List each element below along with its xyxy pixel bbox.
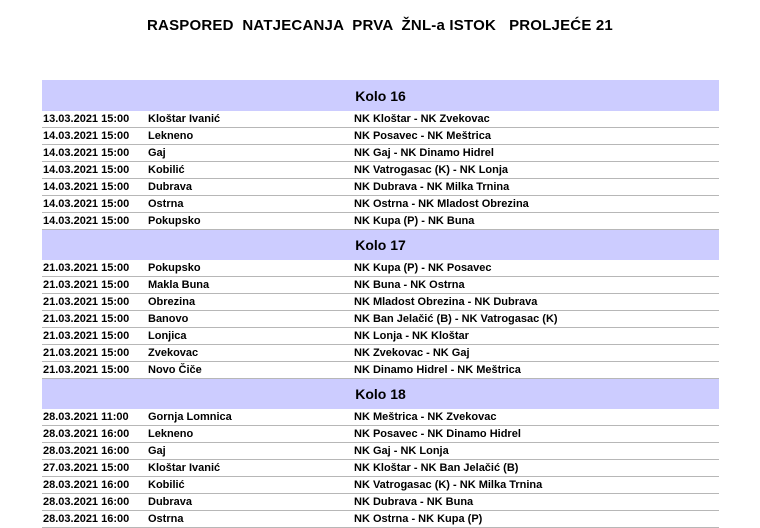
table-row (42, 362, 719, 379)
match-datetime: 14.03.2021 15:00 (43, 130, 130, 142)
match-venue: Lekneno (148, 428, 194, 440)
match-fixture: NK Gaj - NK Lonja (354, 445, 449, 457)
table-row (42, 311, 719, 328)
table-row (42, 443, 719, 460)
match-datetime: 13.03.2021 15:00 (43, 113, 130, 125)
match-datetime: 21.03.2021 15:00 (43, 364, 130, 376)
match-fixture: NK Meštrica - NK Zvekovac (354, 411, 497, 423)
match-venue: Kloštar Ivanić (148, 462, 221, 474)
table-row (42, 128, 719, 145)
match-datetime: 14.03.2021 15:00 (43, 181, 130, 193)
table-row (42, 277, 719, 294)
match-datetime: 21.03.2021 15:00 (43, 313, 130, 325)
table-row (42, 111, 719, 128)
table-row (42, 477, 719, 494)
match-fixture: NK Ban Jelačić (B) - NK Vatrogasac (K) (354, 313, 558, 325)
match-fixture: NK Posavec - NK Meštrica (354, 130, 491, 142)
table-row (42, 179, 719, 196)
match-datetime: 28.03.2021 16:00 (43, 445, 130, 457)
match-venue: Lekneno (148, 130, 194, 142)
round-header: Kolo 18 (42, 379, 719, 409)
match-fixture: NK Vatrogasac (K) - NK Lonja (354, 164, 509, 176)
match-venue: Ostrna (148, 198, 184, 210)
table-row (42, 260, 719, 277)
table-row (42, 409, 719, 426)
match-venue: Makla Buna (148, 279, 210, 291)
table-row (42, 426, 719, 443)
match-fixture: NK Vatrogasac (K) - NK Milka Trnina (354, 479, 543, 491)
match-venue: Banovo (148, 313, 189, 325)
match-fixture: NK Kupa (P) - NK Posavec (354, 262, 492, 274)
match-datetime: 28.03.2021 11:00 (43, 411, 129, 423)
match-fixture: NK Mladost Obrezina - NK Dubrava (354, 296, 538, 308)
match-fixture: NK Dubrava - NK Buna (354, 496, 474, 508)
match-fixture: NK Kupa (P) - NK Buna (354, 215, 475, 227)
match-venue: Obrezina (148, 296, 196, 308)
match-datetime: 28.03.2021 16:00 (43, 513, 130, 525)
match-datetime: 21.03.2021 15:00 (43, 330, 130, 342)
match-datetime: 21.03.2021 15:00 (43, 279, 130, 291)
match-venue: Kobilić (148, 164, 185, 176)
match-venue: Pokupsko (148, 215, 201, 227)
match-datetime: 21.03.2021 15:00 (43, 347, 130, 359)
table-row (42, 345, 719, 362)
round-header: Kolo 16 (42, 80, 719, 111)
match-venue: Lonjica (148, 330, 187, 342)
match-fixture: NK Dubrava - NK Milka Trnina (354, 181, 510, 193)
match-venue: Dubrava (148, 496, 193, 508)
match-fixture: NK Ostrna - NK Mladost Obrezina (354, 198, 529, 210)
match-venue: Zvekovac (148, 347, 199, 359)
schedule-table (42, 80, 719, 528)
match-datetime: 28.03.2021 16:00 (43, 428, 130, 440)
match-datetime: 14.03.2021 15:00 (43, 164, 130, 176)
match-fixture: NK Kloštar - NK Zvekovac (354, 113, 490, 125)
match-venue: Kobilić (148, 479, 185, 491)
match-fixture: NK Ostrna - NK Kupa (P) (354, 513, 483, 525)
table-row (42, 511, 719, 528)
match-datetime: 28.03.2021 16:00 (43, 479, 130, 491)
table-row (42, 460, 719, 477)
match-fixture: NK Dinamo Hidrel - NK Meštrica (354, 364, 521, 376)
match-datetime: 14.03.2021 15:00 (43, 147, 130, 159)
match-datetime: 14.03.2021 15:00 (43, 215, 130, 227)
table-row (42, 162, 719, 179)
table-row (42, 196, 719, 213)
match-venue: Gaj (148, 147, 166, 159)
page-title: RASPORED NATJECANJA PRVA ŽNL-a ISTOK PROLJEĆE 21 (147, 17, 613, 34)
match-fixture: NK Posavec - NK Dinamo Hidrel (354, 428, 521, 440)
match-venue: Kloštar Ivanić (148, 113, 221, 125)
table-row (42, 213, 719, 230)
match-datetime: 21.03.2021 15:00 (43, 296, 130, 308)
match-fixture: NK Kloštar - NK Ban Jelačić (B) (354, 462, 519, 474)
match-venue: Ostrna (148, 513, 184, 525)
match-datetime: 21.03.2021 15:00 (43, 262, 130, 274)
match-venue: Gornja Lomnica (148, 411, 232, 423)
match-fixture: NK Gaj - NK Dinamo Hidrel (354, 147, 494, 159)
match-fixture: NK Buna - NK Ostrna (354, 279, 465, 291)
match-venue: Gaj (148, 445, 166, 457)
match-datetime: 27.03.2021 15:00 (43, 462, 130, 474)
table-row (42, 294, 719, 311)
match-venue: Dubrava (148, 181, 193, 193)
match-fixture: NK Zvekovac - NK Gaj (354, 347, 470, 359)
table-row (42, 494, 719, 511)
match-venue: Pokupsko (148, 262, 201, 274)
round-header: Kolo 17 (42, 230, 719, 260)
table-row (42, 328, 719, 345)
match-datetime: 28.03.2021 16:00 (43, 496, 130, 508)
match-datetime: 14.03.2021 15:00 (43, 198, 130, 210)
match-fixture: NK Lonja - NK Kloštar (354, 330, 469, 342)
match-venue: Novo Čiče (148, 364, 202, 376)
table-row (42, 145, 719, 162)
